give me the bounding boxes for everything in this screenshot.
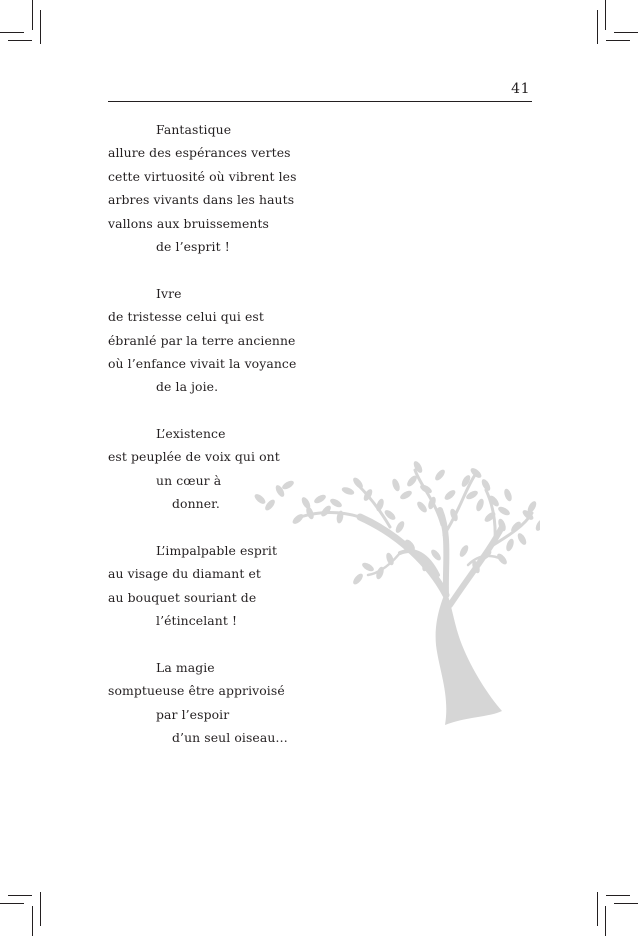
poem-line: Ivre [156,285,182,301]
crop-mark [614,32,638,33]
crop-mark [0,32,24,33]
poem-line: est peuplée de voix qui ont [108,449,280,465]
poem-line: au bouquet souriant de [108,589,257,605]
tree-leaf [495,552,508,566]
crop-mark [0,903,24,904]
crop-mark [8,40,32,41]
crop-mark [597,10,598,44]
tree-leaf [458,544,470,558]
tree-branch [368,553,400,575]
stanza-break [108,633,368,656]
poem-line: allure des espérances vertes [108,145,291,161]
poem-line: L’existence [156,426,226,442]
stanza-break [108,258,368,281]
poem-line: somptueuse être apprivoisé [108,683,285,699]
tree-leaf [394,520,406,534]
crop-mark [597,892,598,926]
crop-mark [40,892,41,926]
tree-leaf [516,532,528,546]
tree-leaf [391,478,401,492]
tree-leaf [534,518,540,532]
poem-line: un cœur à [156,472,222,488]
poem-line: de l’esprit ! [156,238,230,254]
header-rule [108,101,532,102]
tree-leaf [433,468,446,482]
stanza-break [108,516,368,539]
poem-line: par l’espoir [156,706,230,722]
crop-mark [606,40,630,41]
poem-line: de tristesse celui qui est [108,309,264,325]
tree-trunk [436,590,502,725]
poem-line: au visage du diamant et [108,566,261,582]
poem-line: La magie [156,659,215,675]
crop-mark [614,903,638,904]
poem-line: Fantastique [156,122,232,137]
poem-line: d’un seul oiseau… [172,730,288,746]
tree-leaf [503,488,513,502]
poem-line: L’impalpable esprit [156,543,278,559]
crop-mark [32,0,33,30]
poem-line: où l’enfance vivait la voyance [108,355,297,371]
crop-mark [605,0,606,30]
tree-leaf [412,460,424,474]
crop-mark [32,906,33,936]
crop-mark [8,895,32,896]
page-number: 41 [511,81,530,97]
tree-leaf [475,498,485,512]
crop-mark [606,895,630,896]
tree-leaf [429,548,442,562]
stanza-break [108,399,368,422]
poem-line: vallons aux bruissements [108,215,269,231]
poem-line: cette virtuosité où vibrent les [108,168,297,184]
poem-line: ébranlé par la terre ancienne [108,332,296,348]
tree-branch [444,475,475,535]
poem-line: donner. [172,496,220,512]
tree-leaf [415,500,428,514]
poem-line: de la joie. [156,379,219,395]
crop-mark [40,10,41,44]
tree-leaf [497,505,511,517]
poem-line: arbres vivants dans les hauts [108,192,295,208]
poem [108,118,368,750]
poem-line: l’étincelant ! [156,613,238,629]
tree-leaf [399,489,413,501]
tree-leaf [469,466,483,479]
tree-leaf [505,538,515,552]
tree-leaf [443,488,457,501]
crop-mark [605,906,606,936]
